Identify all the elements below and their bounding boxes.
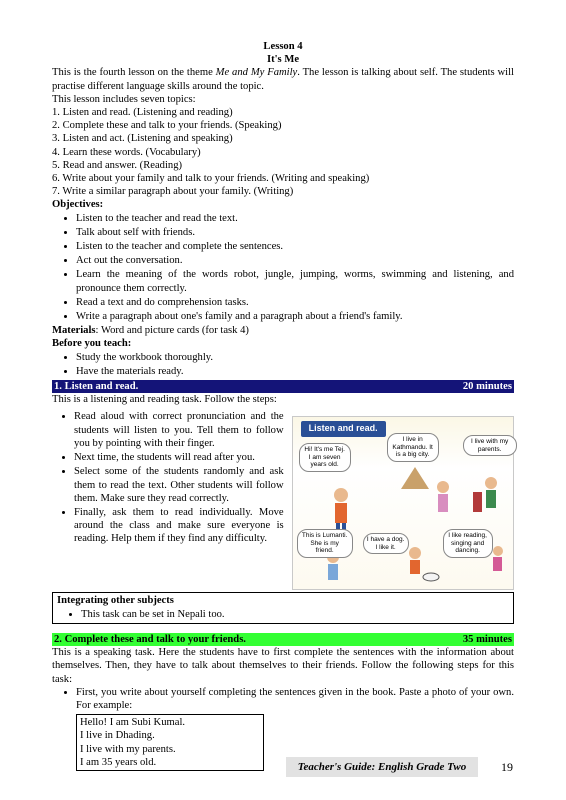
materials-label: Materials bbox=[52, 325, 96, 337]
task1-step: • Finally, ask them to read individually. Move around the class and make sure everyone is reading. Help them if they find any difficulty. bbox=[74, 506, 284, 546]
task2-step: • First, you write about yourself completing the sentences given in the book. Paste a photo of your own. For example: bbox=[76, 686, 514, 712]
integrating-item: • This task can be set in Nepali too. bbox=[81, 608, 509, 621]
example-box bbox=[76, 714, 264, 771]
objective-item: • Talk about self with friends. bbox=[76, 226, 514, 239]
materials-line: Materials: Word and picture cards (for task 4) bbox=[52, 325, 249, 337]
objective-item: • Learn the meaning of the words robot, jungle, jumping, worms, swimming and listening, and pronounce them correctly. bbox=[76, 268, 514, 294]
integrating-box bbox=[52, 592, 514, 623]
lesson-number: Lesson 4 bbox=[263, 41, 303, 52]
task1-time: 20 minutes bbox=[462, 381, 512, 393]
objective-item: • Write a paragraph about one's family and a paragraph about a friend's family. bbox=[76, 310, 514, 323]
topic-5: 5. Read and answer. (Reading) bbox=[52, 159, 183, 171]
speech-bubble: I live with my parents. bbox=[463, 435, 517, 456]
objective-item: • Listen to the teacher and complete the sentences. bbox=[76, 240, 514, 253]
objective-item: • Listen to the teacher and read the text. bbox=[76, 212, 514, 225]
objectives-heading: Objectives: bbox=[52, 199, 104, 211]
page-content bbox=[52, 40, 514, 771]
topic-4: 4. Learn these words. (Vocabulary) bbox=[52, 146, 201, 158]
objective-item: • Act out the conversation. bbox=[76, 254, 514, 267]
task1-title: 1. Listen and read. bbox=[54, 381, 139, 393]
task1-step: • Select some of the students randomly and ask them to read the text. Other students will follow them. Make sure they read correctly. bbox=[74, 465, 284, 505]
before-item: • Study the workbook thoroughly. bbox=[76, 351, 514, 364]
task1-intro: This is a listening and reading task. Follow the steps: bbox=[52, 394, 277, 406]
topic-3: 3. Listen and act. (Listening and speaking) bbox=[52, 133, 233, 145]
example-line: I am 35 years old. bbox=[80, 756, 157, 768]
task2-time: 35 minutes bbox=[462, 633, 512, 645]
task2-intro: This is a speaking task. Here the students have to first complete the sentences with the information about themselves. Then, they have to talk about themselves to their friends. Follow the following steps for this task: bbox=[52, 647, 514, 685]
task1-header-bar bbox=[52, 380, 514, 393]
task2-header-bar bbox=[52, 633, 514, 646]
example-line: I live in Dhading. bbox=[80, 730, 155, 742]
before-heading: Before you teach: bbox=[52, 338, 132, 350]
example-line: Hello! I am Subi Kumal. bbox=[80, 717, 186, 729]
task1-body bbox=[52, 410, 514, 590]
task1-step: • Next time, the students will read after you. bbox=[74, 451, 284, 464]
before-list bbox=[52, 351, 514, 378]
topic-1: 1. Listen and read. (Listening and reading) bbox=[52, 107, 233, 119]
topic-7: 7. Write a similar paragraph about your family. (Writing) bbox=[52, 186, 294, 198]
topics-intro: This lesson includes seven topics: bbox=[52, 93, 196, 105]
speech-bubble: I have a dog. I like it. bbox=[363, 533, 409, 554]
objective-item: • Read a text and do comprehension tasks. bbox=[76, 296, 514, 309]
task1-step: • Read aloud with correct pronunciation and the students will listen to you. Tell them to follow you by pointing with their finger. bbox=[74, 410, 284, 450]
topic-6: 6. Write about your family and talk to your friends. (Writing and speaking) bbox=[52, 173, 370, 185]
topic-2: 2. Complete these and talk to your friends. (Speaking) bbox=[52, 120, 282, 132]
example-line: I live with my parents. bbox=[80, 743, 176, 755]
speech-bubble: Hi! It's me Tej. I am seven years old. bbox=[299, 443, 351, 472]
task2-title: 2. Complete these and talk to your friends. bbox=[54, 633, 246, 645]
theme-name: Me and My Family bbox=[215, 67, 298, 79]
page-number: 19 bbox=[501, 760, 513, 774]
speech-bubble: I like reading, singing and dancing. bbox=[443, 529, 493, 558]
footer-title: Teacher's Guide: English Grade Two bbox=[286, 757, 478, 777]
objectives-list bbox=[52, 212, 514, 324]
before-item: • Have the materials ready. bbox=[76, 365, 514, 378]
integrating-heading: Integrating other subjects bbox=[57, 595, 174, 607]
listen-read-illustration bbox=[292, 416, 514, 590]
speech-bubble: I live in Kathmandu. It is a big city. bbox=[387, 433, 439, 462]
lesson-title: It's Me bbox=[266, 54, 300, 66]
intro-paragraph: This is the fourth lesson on the theme Me and My Family. The lesson is talking about self. The students will practise different language skills around the topic. bbox=[52, 67, 515, 92]
speech-bubble: This is Lumanti. She is my friend. bbox=[297, 529, 353, 558]
task1-steps bbox=[52, 410, 284, 590]
illustration-header: Listen and read. bbox=[301, 421, 386, 436]
